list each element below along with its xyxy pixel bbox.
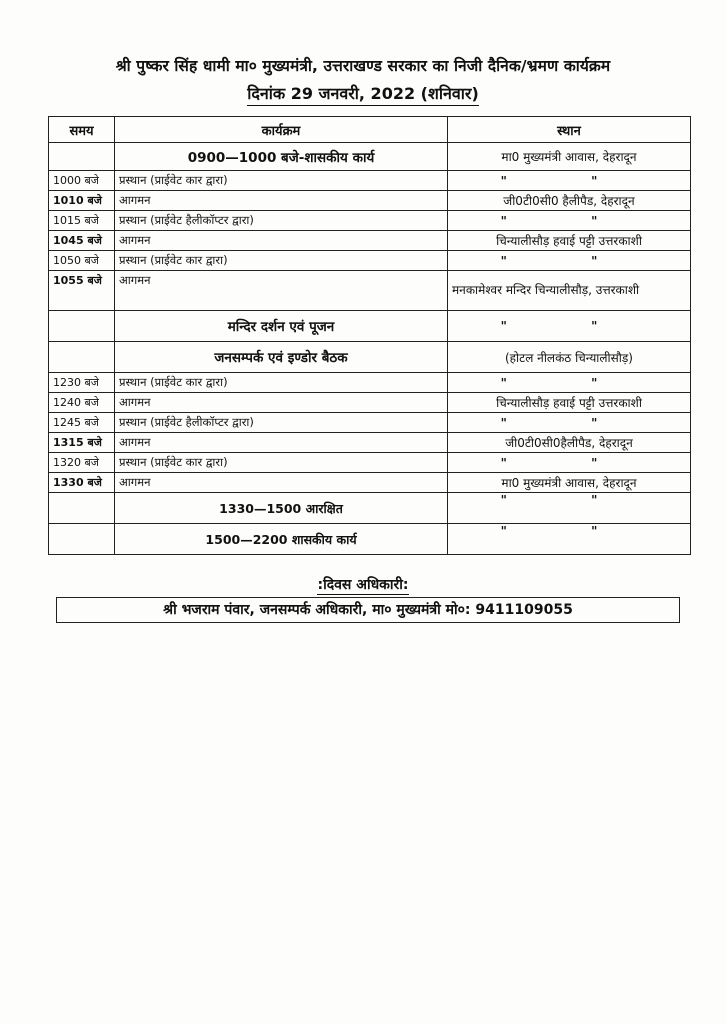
row-time: 1010 बजे [49,191,115,211]
row-place: " " [448,373,691,393]
row-program: आगमन [115,191,448,211]
schedule-table [48,116,691,555]
header-program: कार्यक्रम [115,117,448,143]
schedule-date: दिनांक 29 जनवरी, 2022 (शनिवार) [247,82,479,106]
row-time: 1015 बजे [49,211,115,231]
row-place: मनकामेश्वर मन्दिर चिन्यालीसौड़, उत्तरकाशी [448,271,691,311]
row-place: " " [448,493,691,524]
date-line [0,82,726,106]
header-time: समय [49,117,115,143]
officer-heading-text: :दिवस अधिकारी: [317,577,409,593]
row-program: प्रस्थान (प्राईवेट कार द्वारा) [115,453,448,473]
row-place: (होटल नीलकंठ चिन्यालीसौड़) [448,342,691,373]
row-time: 1315 बजे [49,433,115,453]
row-time [49,342,115,373]
row-place: " " [448,524,691,555]
row-place: " " [448,251,691,271]
header-place: स्थान [448,117,691,143]
table-row [49,524,691,555]
row-program: 1330—1500 आरक्षित [115,493,448,524]
row-time [49,311,115,342]
table-row [49,211,691,231]
row-time: 1050 बजे [49,251,115,271]
row-time [49,143,115,171]
table-row [49,231,691,251]
row-program: प्रस्थान (प्राईवेट कार द्वारा) [115,251,448,271]
row-program: जनसम्पर्क एवं इण्डोर बैठक [115,342,448,373]
row-program: आगमन [115,231,448,251]
table-row [49,413,691,433]
row-time: 1245 बजे [49,413,115,433]
row-time: 1230 बजे [49,373,115,393]
row-place: " " [448,311,691,342]
row-place: चिन्यालीसौड़ हवाई पट्टी उत्तरकाशी [448,231,691,251]
row-place: मा0 मुख्यमंत्री आवास, देहरादून [448,143,691,171]
row-time: 1045 बजे [49,231,115,251]
row-program: प्रस्थान (प्राईवेट हैलीकॉप्टर द्वारा) [115,413,448,433]
row-place: जी0टी0सी0हैलीपैड, देहरादून [448,433,691,453]
table-row [49,453,691,473]
row-program: 0900—1000 बजे-शासकीय कार्य [115,143,448,171]
officer-heading [0,574,726,595]
row-place: चिन्यालीसौड़ हवाई पट्टी उत्तरकाशी [448,393,691,413]
table-row [49,251,691,271]
row-place: " " [448,413,691,433]
row-place: " " [448,211,691,231]
row-program: आगमन [115,393,448,413]
table-row [49,143,691,171]
row-program: प्रस्थान (प्राईवेट कार द्वारा) [115,373,448,393]
table-row [49,433,691,453]
row-time: 1055 बजे [49,271,115,311]
row-program: आगमन [115,473,448,493]
row-time: 1320 बजे [49,453,115,473]
officer-details: श्री भजराम पंवार, जनसम्पर्क अधिकारी, मा० मुख्यमंत्री मो०: 9411109055 [56,597,680,623]
row-program: मन्दिर दर्शन एवं पूजन [115,311,448,342]
row-time: 1000 बजे [49,171,115,191]
table-row [49,393,691,413]
table-row [49,271,691,311]
table-row [49,311,691,342]
table-row [49,171,691,191]
row-program: प्रस्थान (प्राईवेट हैलीकॉप्टर द्वारा) [115,211,448,231]
row-program: 1500—2200 शासकीय कार्य [115,524,448,555]
row-program: आगमन [115,433,448,453]
table-row [49,342,691,373]
row-time [49,524,115,555]
table-row [49,493,691,524]
document-title: श्री पुष्कर सिंह धामी मा० मुख्यमंत्री, उत्तराखण्ड सरकार का निजी दैनिक/भ्रमण कार्यक्रम [115,57,611,75]
table-header-row [49,117,691,143]
row-time [49,493,115,524]
row-program: आगमन [115,271,448,311]
table-row [49,473,691,493]
row-place: जी0टी0सी0 हैलीपैड, देहरादून [448,191,691,211]
table-row [49,191,691,211]
row-time: 1330 बजे [49,473,115,493]
table-row [49,373,691,393]
row-place: " " [448,171,691,191]
row-place: मा0 मुख्यमंत्री आवास, देहरादून [448,473,691,493]
row-place: " " [448,453,691,473]
row-time: 1240 बजे [49,393,115,413]
row-program: प्रस्थान (प्राईवेट कार द्वारा) [115,171,448,191]
